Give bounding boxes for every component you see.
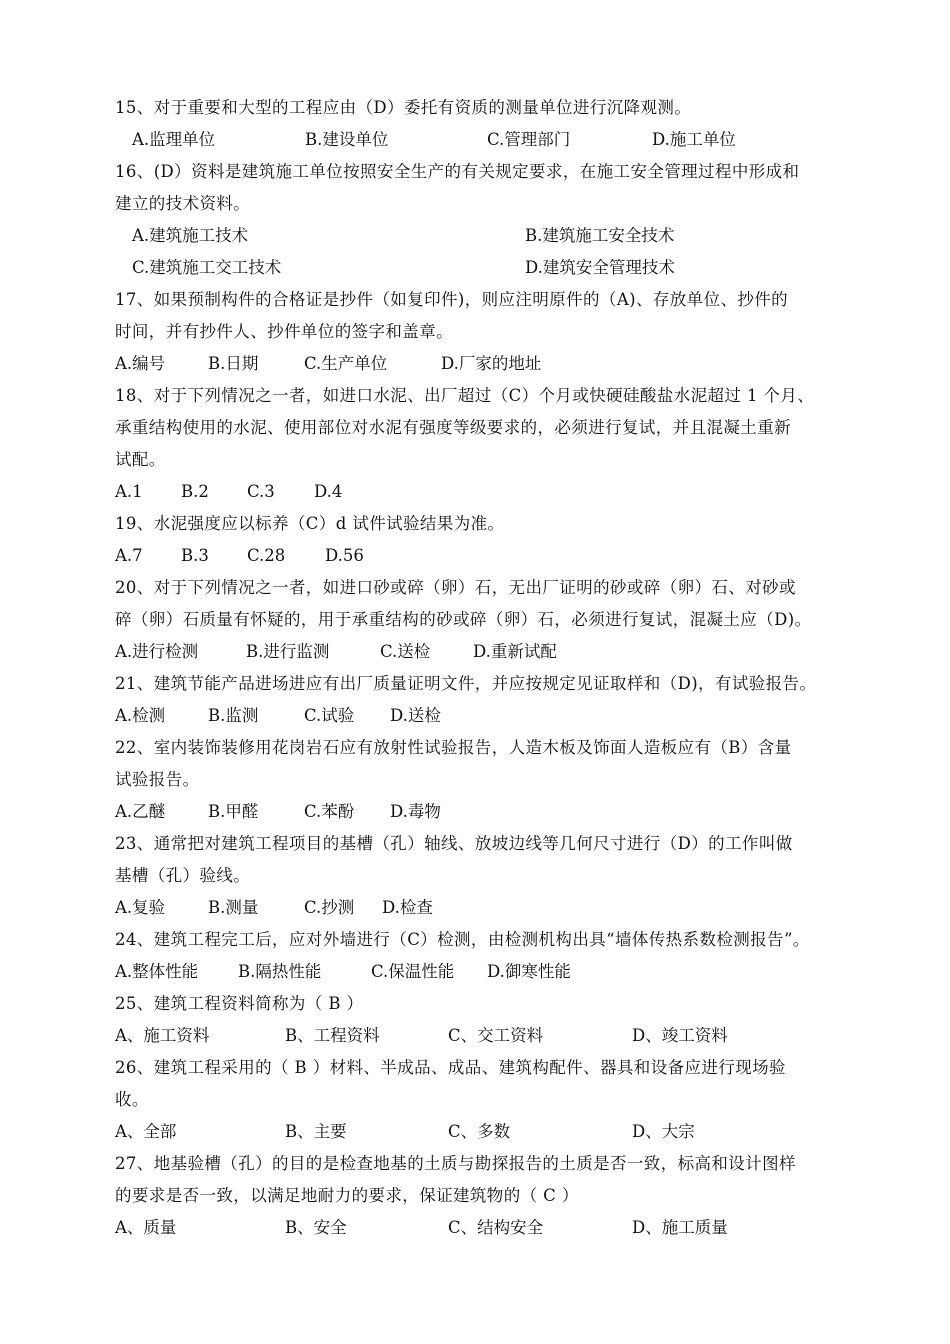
option-b: B、主要 [285, 1122, 347, 1141]
option-a: A.乙醚 [115, 802, 166, 821]
question-27-options [115, 1212, 884, 1244]
option-c: C.管理部门 [487, 130, 571, 149]
option-a: A、全部 [115, 1122, 177, 1141]
option-b: B.隔热性能 [238, 962, 322, 981]
question-16-text: 建立的技术资料。 [115, 194, 251, 213]
question-26-text: 26、建筑工程采用的（ B ）材料、半成品、成品、建筑构配件、器具和设备应进行现场验 [115, 1058, 786, 1077]
question-22-text: 试验报告。 [115, 770, 200, 789]
option-c: C.苯酚 [304, 802, 355, 821]
question-27-text: 的要求是否一致，以满足地耐力的要求，保证建筑物的（ C ） [115, 1186, 579, 1205]
question-20-text: 20、对于下列情况之一者，如进口砂或碎（卵）石，无出厂证明的砂或碎（卵）石、对砂或 [115, 578, 796, 597]
option-b: B.监测 [208, 706, 259, 725]
option-c: C.试验 [304, 706, 355, 725]
option-d: D.毒物 [390, 802, 441, 821]
option-a: A.检测 [115, 706, 166, 725]
question-22-options [115, 796, 884, 828]
question-18-options [115, 476, 884, 508]
question-24-options [115, 956, 884, 988]
question-22-text: 22、室内装饰装修用花岗岩石应有放射性试验报告，人造木板及饰面人造板应有（B）含量 [115, 738, 792, 757]
question-23-options [115, 892, 884, 924]
option-c: C.28 [247, 546, 286, 565]
option-c: C、结构安全 [448, 1218, 544, 1237]
question-21-options [115, 700, 884, 732]
option-a: A.整体性能 [115, 962, 199, 981]
option-b: B、工程资料 [285, 1026, 380, 1045]
option-c: C.送检 [380, 642, 431, 661]
question-27-text: 27、地基验槽（孔）的目的是检查地基的土质与勘探报告的土质是否一致，标高和设计图样 [115, 1154, 796, 1173]
question-26-text: 收。 [115, 1090, 149, 1109]
option-c: C、交工资料 [448, 1026, 544, 1045]
question-19-options [115, 540, 884, 572]
question-25-text: 25、建筑工程资料简称为（ B ） [115, 994, 364, 1013]
question-16-text: 16、(D）资料是建筑施工单位按照安全生产的有关规定要求，在施工安全管理过程中形成和 [115, 162, 800, 181]
question-20-options [115, 636, 884, 668]
option-b: B.建设单位 [305, 130, 389, 149]
option-d: D.送检 [390, 706, 441, 725]
question-15-text: 15、对于重要和大型的工程应由（D）委托有资质的测量单位进行沉降观测。 [115, 98, 692, 117]
option-c: C、多数 [448, 1122, 511, 1141]
question-20-text: 碎（卵）石质量有怀疑的，用于承重结构的砂或碎（卵）石，必须进行复试，混凝土应（D)。 [115, 610, 812, 629]
option-b: B.进行监测 [246, 642, 330, 661]
question-18-text: 承重结构使用的水泥、使用部位对水泥有强度等级要求的，必须进行复试，并且混凝土重新 [115, 418, 791, 437]
option-a: A.监理单位 [132, 130, 216, 149]
question-17-text: 时间，并有抄件人、抄件单位的签字和盖章。 [115, 322, 453, 341]
option-b: B.2 [181, 482, 209, 501]
question-18-text: 18、对于下列情况之一者，如进口水泥、出厂超过（C）个月或快硬硅酸盐水泥超过 1 个月、 [115, 386, 815, 405]
option-d: D、施工质量 [632, 1218, 728, 1237]
question-25-options [115, 1020, 884, 1052]
question-23-text: 23、通常把对建筑工程项目的基槽（孔）轴线、放坡边线等几何尺寸进行（D）的工作叫做 [115, 834, 793, 853]
option-d: D、大宗 [632, 1122, 695, 1141]
option-b: B.建筑施工安全技术 [525, 226, 675, 245]
question-18-text: 试配。 [115, 450, 166, 469]
question-24-text: 24、建筑工程完工后，应对外墙进行（C）检测，由检测机构出具“墙体传热系数检测报告”。 [115, 930, 810, 949]
question-26-options [115, 1116, 884, 1148]
option-d: D、竣工资料 [632, 1026, 728, 1045]
option-a: A.1 [115, 482, 143, 501]
option-d: D.建筑安全管理技术 [525, 258, 675, 277]
option-d: D.施工单位 [652, 130, 736, 149]
option-d: D.检查 [382, 898, 433, 917]
option-b: B.测量 [208, 898, 259, 917]
option-d: D.厂家的地址 [441, 354, 542, 373]
option-c: C.3 [247, 482, 275, 501]
question-17-options [115, 348, 884, 380]
option-d: D.御寒性能 [487, 962, 571, 981]
question-15-options [115, 124, 884, 156]
question-23-text: 基槽（孔）验线。 [115, 866, 251, 885]
option-b: B.日期 [208, 354, 259, 373]
option-a: A.进行检测 [115, 642, 199, 661]
option-a: A.建筑施工技术 [132, 226, 249, 245]
question-17-text: 17、如果预制构件的合格证是抄件（如复印件)，则应注明原件的（A)、存放单位、抄件的 [115, 290, 789, 309]
option-c: C.保温性能 [371, 962, 455, 981]
option-a: A.复验 [115, 898, 166, 917]
option-a: A、施工资料 [115, 1026, 210, 1045]
option-a: A、质量 [115, 1218, 177, 1237]
question-21-text: 21、建筑节能产品进场进应有出厂质量证明文件，并应按规定见证取样和（D)，有试验报告。 [115, 674, 817, 693]
option-b: B.3 [181, 546, 209, 565]
option-d: D.56 [325, 546, 364, 565]
option-c: C.抄测 [304, 898, 355, 917]
option-b: B、安全 [285, 1218, 347, 1237]
option-c: C.生产单位 [304, 354, 388, 373]
option-a: A.7 [115, 546, 143, 565]
question-16-options [115, 252, 884, 284]
question-16-options [115, 220, 884, 252]
option-a: A.编号 [115, 354, 166, 373]
option-d: D.重新试配 [473, 642, 557, 661]
option-b: B.甲醛 [208, 802, 259, 821]
option-c: C.建筑施工交工技术 [132, 258, 282, 277]
question-19-text: 19、水泥强度应以标养（C）d 试件试验结果为准。 [115, 514, 505, 533]
option-d: D.4 [314, 482, 343, 501]
